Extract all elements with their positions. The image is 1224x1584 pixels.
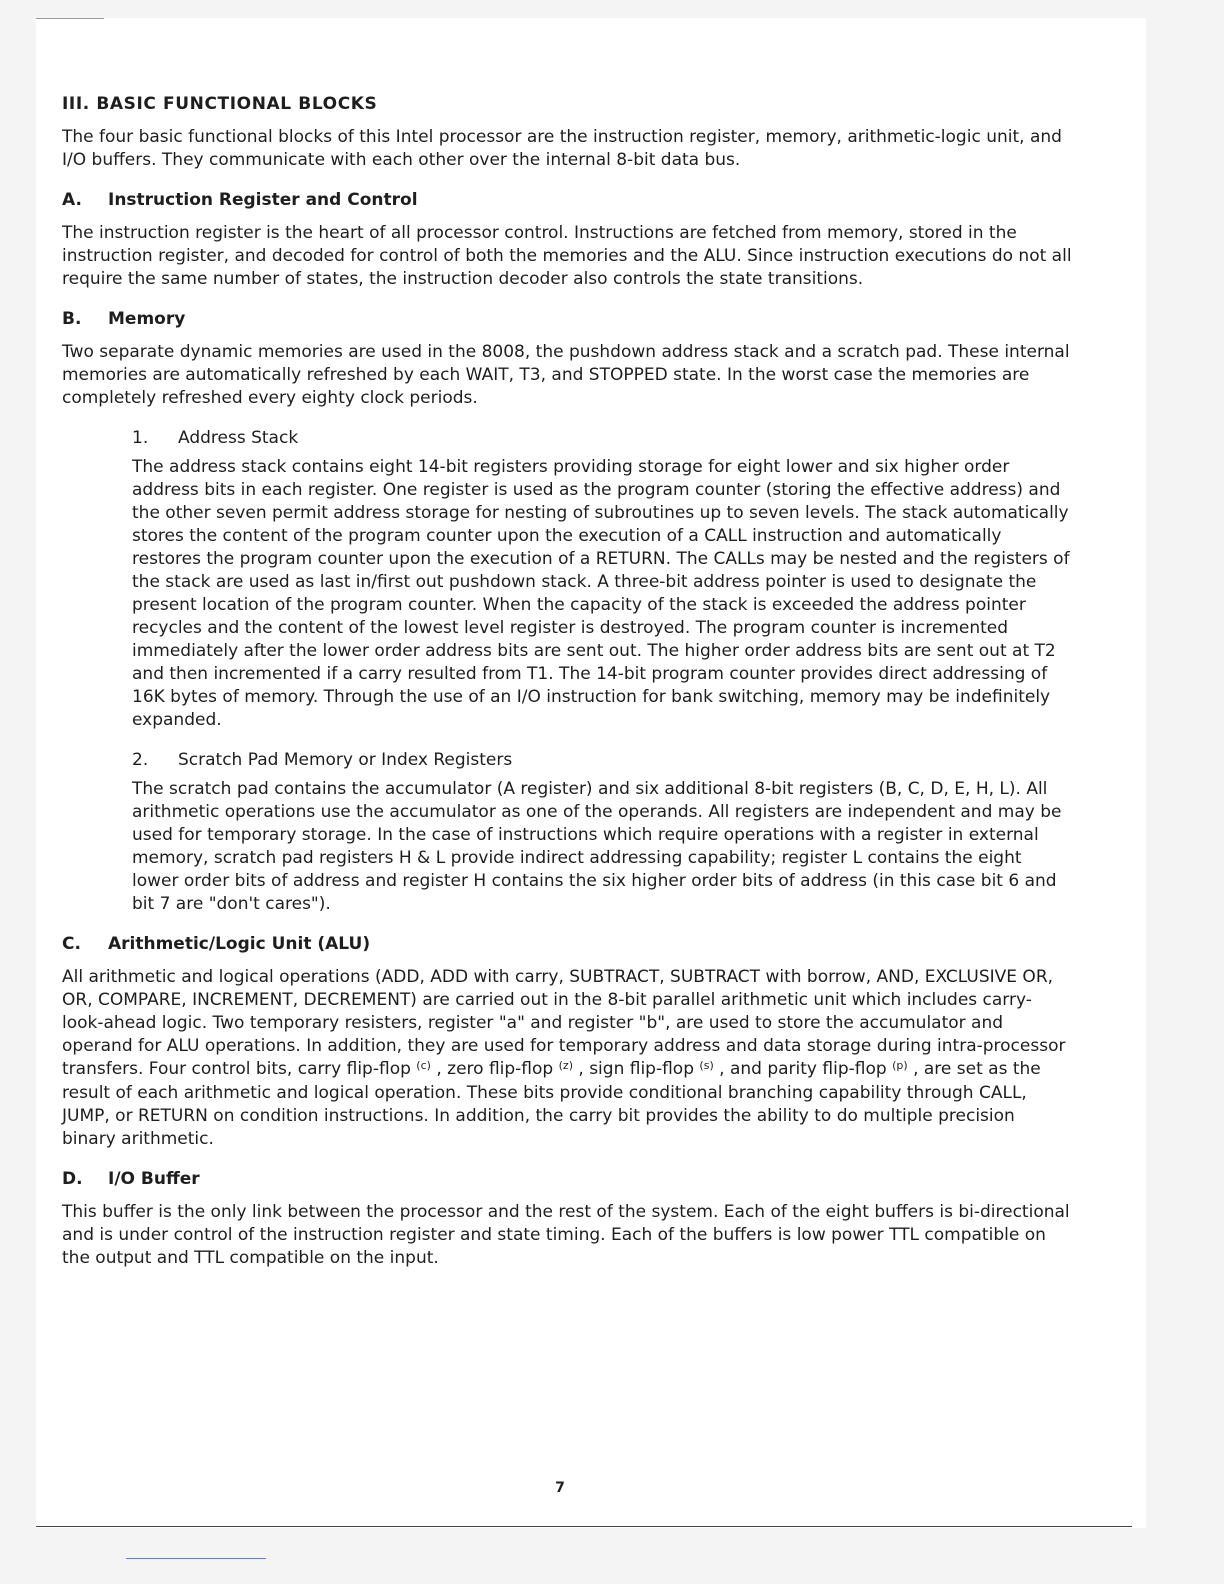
bottom-stub-line	[126, 1558, 266, 1559]
section-d-letter: D.	[62, 1169, 83, 1189]
intro-paragraph: The four basic functional blocks of this Intel processor are the instruction register, memory, arithmetic-logic unit, and I/O buffers. They communicate with each other over the internal 8-bit data bus.	[62, 127, 1062, 170]
section-c-text-4: , and parity flip-flop	[719, 1059, 887, 1079]
subsection-address-stack	[132, 428, 1072, 916]
section-a-letter: A.	[62, 190, 82, 210]
section-d-title: I/O Buffer	[108, 1169, 200, 1189]
subsection-2-heading	[132, 750, 1072, 770]
section-b-heading	[62, 309, 1072, 329]
section-c-text-1: All arithmetic and logical operations (ADD, ADD with carry, SUBTRACT, SUBTRACT with borrow, AND, EXCLUSIVE OR, OR, COMPARE, INCREMENT, DECREMENT) are carried out in the 8-bit parallel arithmetic unit which includes carry-look-ahead logic. Two temporary resisters, register "a" and register "b", are used to store the accumulator and operand for ALU operations. In addition, they are used for temporary address and data storage during intra-processor transfers. Four control bits, carry flip-flop	[62, 967, 1066, 1079]
section-b-body: Two separate dynamic memories are used in the 8008, the pushdown address stack and a scratch pad. These internal memories are automatically refreshed by each WAIT, T3, and STOPPED state. In the worst case the memories are completely refreshed every eighty clock periods.	[62, 342, 1070, 408]
subsection-2-number: 2.	[132, 750, 149, 770]
section-c-text-2: , zero flip-flop	[436, 1059, 554, 1079]
top-rule	[36, 18, 104, 19]
sign-flag-label: (s)	[699, 1059, 714, 1072]
section-c-letter: C.	[62, 934, 81, 954]
section-c-heading	[62, 934, 1072, 954]
subsection-1-heading	[132, 428, 1072, 448]
section-a-title: Instruction Register and Control	[108, 190, 418, 210]
subsection-2-title: Scratch Pad Memory or Index Registers	[178, 750, 513, 770]
section-b-title: Memory	[108, 309, 186, 329]
section-b-letter: B.	[62, 309, 82, 329]
page-number: 7	[555, 1480, 565, 1496]
subsection-1-number: 1.	[132, 428, 149, 448]
chapter-title: III. BASIC FUNCTIONAL BLOCKS	[62, 94, 378, 114]
subsection-1-title: Address Stack	[178, 428, 299, 448]
section-c-text-3: , sign flip-flop	[578, 1059, 695, 1079]
parity-flag-label: (p)	[892, 1059, 908, 1072]
bottom-rule	[36, 1526, 1132, 1527]
subsection-1-body: The address stack contains eight 14-bit registers providing storage for eight lower and six higher order address bits in each register. One register is used as the program counter (storing the effective address) and the other seven permit address storage for nesting of subroutines up to seven levels. The stack automatically stores the content of the program counter upon the execution of a CALL instruction and automatically restores the program counter upon the execution of a RETURN. The CALLs may be nested and the registers of the stack are used as last in/first out pushdown stack. A three-bit address pointer is used to designate the present location of the program counter. When the capacity of the stack is exceeded the address pointer recycles and the content of the lowest level register is destroyed. The program counter is incremented immediately after the lower order address bits are sent out. The higher order address bits are sent out at T2 and then incremented if a carry resulted from T1. The 14-bit program counter provides direct addressing of 16K bytes of memory. Through the use of an I/O instruction for bank switching, memory may be indefinitely expanded.	[132, 457, 1070, 730]
section-a-heading	[62, 190, 1072, 210]
zero-flag-label: (z)	[558, 1059, 573, 1072]
section-c-body	[62, 966, 1072, 1151]
section-c-text-5: , are set as the result of each arithmetic and logical operation. These bits provide conditional branching capability through CALL, JUMP, or RETURN on condition instructions. In addition, the carry bit provides the ability to do multiple precision binary arithmetic.	[62, 1059, 1041, 1149]
document-body	[62, 94, 1072, 1288]
section-d-body: This buffer is the only link between the processor and the rest of the system. Each of the eight buffers is bi-directional and is under control of the instruction register and state timing. Each of the buffers is low power TTL compatible on the output and TTL compatible on the input.	[62, 1202, 1070, 1268]
section-c-title: Arithmetic/Logic Unit (ALU)	[108, 934, 371, 954]
carry-flag-label: (c)	[416, 1059, 431, 1072]
section-d-heading	[62, 1169, 1072, 1189]
subsection-2-body: The scratch pad contains the accumulator (A register) and six additional 8-bit registers (B, C, D, E, H, L). All arithmetic operations use the accumulator as one of the operands. All registers are independent and may be used for temporary storage. In the case of instructions which require operations with a register in external memory, scratch pad registers H & L provide indirect addressing capability; register L contains the eight lower order bits of address and register H contains the six higher order bits of address (in this case bit 6 and bit 7 are "don't cares").	[132, 779, 1062, 914]
section-a-body: The instruction register is the heart of all processor control. Instructions are fetched from memory, stored in the instruction register, and decoded for control of both the memories and the ALU. Since instruction executions do not all require the same number of states, the instruction decoder also controls the state transitions.	[62, 223, 1072, 289]
